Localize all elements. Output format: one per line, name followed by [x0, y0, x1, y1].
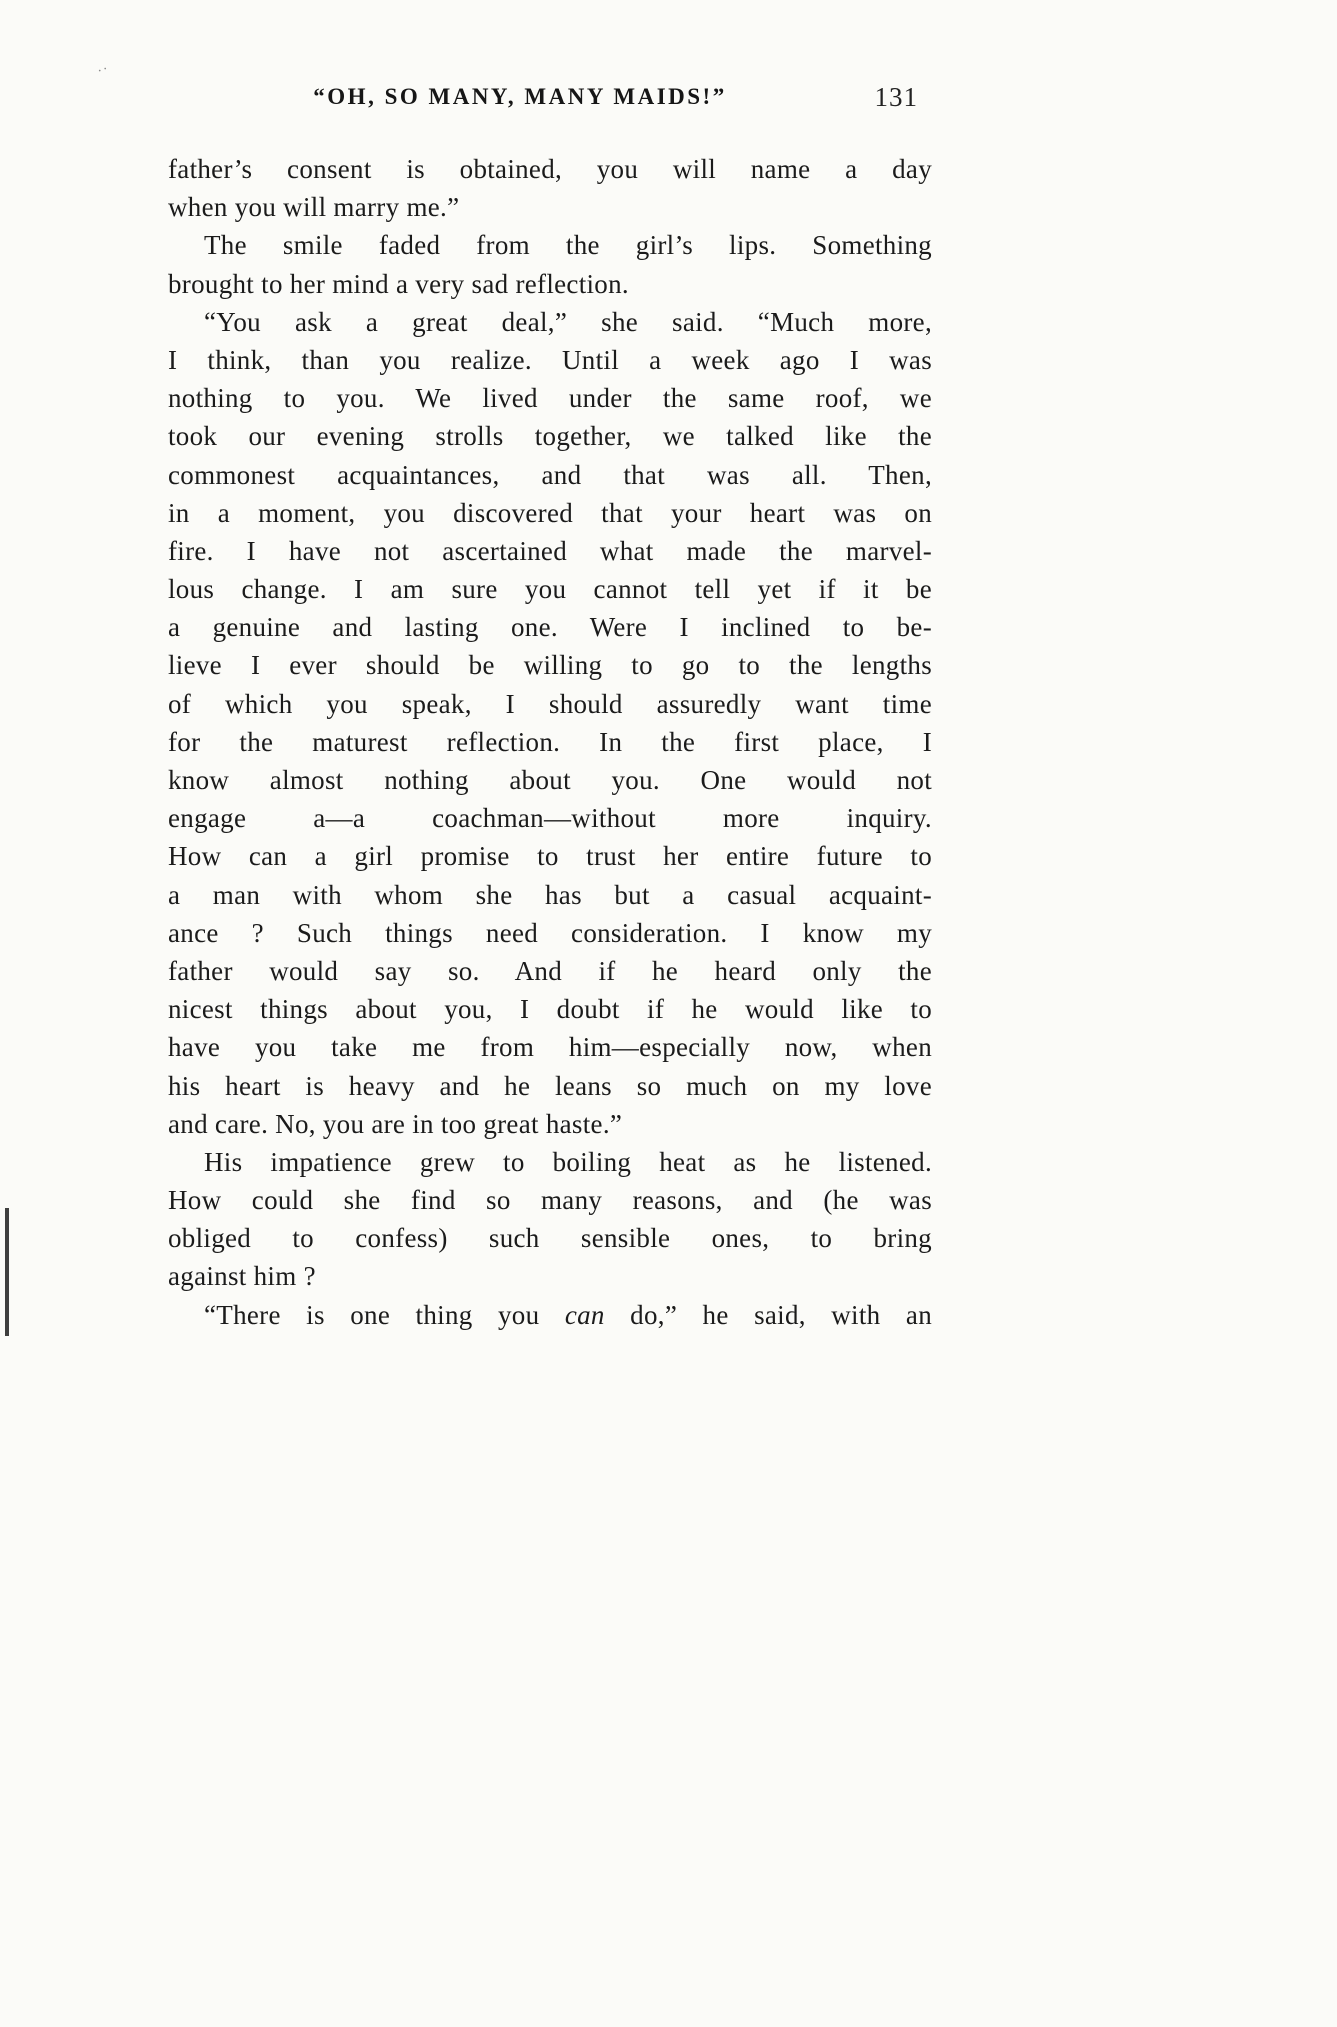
text-line: The smile faded from the girl’s lips. Something	[204, 230, 932, 261]
text-line: in a moment, you discovered that your heart was on	[168, 497, 932, 528]
text-line: How can a girl promise to trust her entire future to	[168, 841, 932, 872]
scan-speck: .·	[96, 60, 110, 78]
text-line: a man with whom she has but a casual acquaint-	[168, 879, 932, 910]
text-line: a genuine and lasting one. Were I inclined to be-	[168, 612, 932, 643]
text-line: How could she find so many reasons, and (he was	[168, 1185, 932, 1216]
text-line: His impatience grew to boiling heat as he listened.	[204, 1146, 932, 1177]
text-line: know almost nothing about you. One would not	[168, 765, 932, 795]
text-line: I think, than you realize. Until a week ago I was	[168, 344, 932, 375]
text-line: father would say so. And if he heard only the	[168, 955, 932, 986]
text-line: against him ?	[168, 1261, 316, 1292]
text-line: of which you speak, I should assuredly want time	[168, 688, 932, 719]
page-body	[168, 150, 932, 1334]
text-line: and care. No, you are in too great haste.”	[168, 1108, 623, 1139]
text-line: brought to her mind a very sad reflection.	[168, 268, 629, 299]
text-line: lieve I ever should be willing to go to the lengths	[168, 650, 932, 681]
text-line: took our evening strolls together, we talked like the	[168, 421, 932, 452]
text-line: father’s consent is obtained, you will name a day	[168, 154, 932, 184]
text-line: lous change. I am sure you cannot tell yet if it be	[168, 574, 932, 605]
running-head	[168, 84, 932, 124]
text-line: his heart is heavy and he leans so much on my love	[168, 1070, 932, 1101]
running-head-title: “OH, SO MANY, MANY MAIDS!”	[313, 84, 727, 109]
text-line: nothing to you. We lived under the same roof, we	[168, 383, 932, 414]
text-line: engage a—a coachman—without more inquiry.	[168, 803, 932, 834]
text-line: have you take me from him—especially now, when	[168, 1032, 932, 1063]
text-segment: “There is one thing you	[204, 1299, 565, 1330]
text-line: nicest things about you, I doubt if he would like to	[168, 994, 932, 1025]
italic-word: can	[564, 1299, 605, 1330]
text-line: obliged to confess) such sensible ones, to bring	[168, 1223, 932, 1254]
text-line: ance ? Such things need consideration. I know my	[168, 917, 932, 948]
text-line: when you will marry me.”	[168, 192, 460, 223]
text-line: commonest acquaintances, and that was all. Then,	[168, 459, 932, 490]
text-line: fire. I have not ascertained what made the marvel-	[168, 535, 932, 566]
scan-artifact	[5, 1208, 9, 1336]
text-line	[168, 1296, 932, 1334]
text-line: “You ask a great deal,” she said. “Much more,	[204, 306, 932, 337]
page-number: 131	[874, 82, 918, 112]
book-page	[168, 84, 932, 1334]
text-segment: do,” he said, with an	[604, 1299, 932, 1330]
text-line: for the maturest reflection. In the first place, I	[168, 726, 932, 757]
